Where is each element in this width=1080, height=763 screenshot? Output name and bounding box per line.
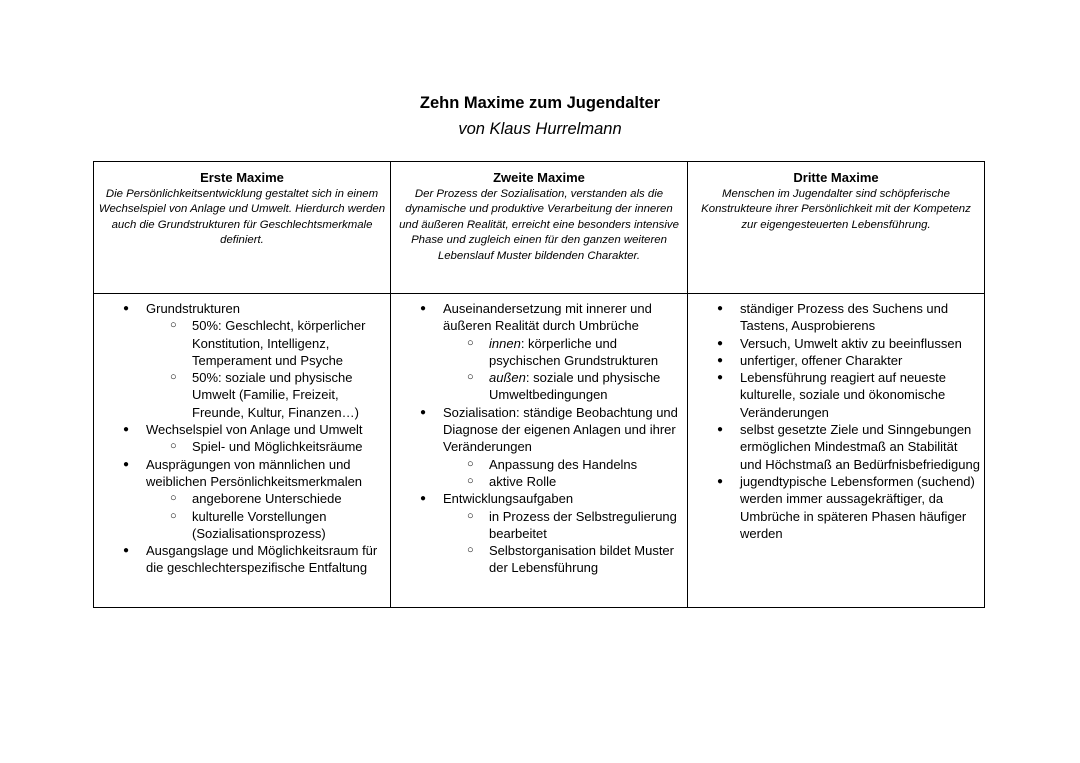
sub-list [443,508,683,577]
sub-list-item [146,369,386,421]
document-subtitle: von Klaus Hurrelmann [458,120,622,138]
bullet-icon: ● [420,303,427,314]
list-item-text: jugendtypische Lebensformen (suchend) werden immer aussagekräftiger, da Umbrüche in späteren Phasen häufiger werden [740,473,975,541]
list-item [94,300,390,421]
sub-list-item-emphasis: außen [489,370,526,386]
maxim-2-header [391,162,688,294]
sub-bullet-icon: ○ [467,544,474,557]
bullet-icon: ● [420,406,427,418]
maxim-3-list [688,300,984,542]
maxim-2-content [391,294,688,608]
sub-bullet-icon: ○ [170,371,177,384]
list-item [391,490,687,576]
sub-list-item-text: Spiel- und Möglichkeitsräume [192,439,363,455]
sub-bullet-icon: ○ [170,509,177,522]
list-item-text: Ausgangslage und Möglichkeitsraum für die geschlechterspezifische Entfaltung [146,543,378,576]
bullet-icon: ● [123,424,130,436]
sub-list [443,335,683,404]
sub-bullet-icon: ○ [170,319,177,332]
list-item [94,421,390,456]
header-row [94,162,985,294]
sub-list-item [443,508,683,543]
sub-list-item [443,473,683,490]
maxim-3-description: Menschen im Jugendalter sind schöpferische Konstrukteure ihrer Persönlichkeit mit der Kompetenz zur eigengesteuerten Lebensführung. [701,188,971,231]
content-row [94,294,985,608]
maxim-1-list [94,300,390,577]
sub-bullet-icon: ○ [467,457,474,470]
list-item-text: selbst gesetzte Ziele und Sinngebungen ermöglichen Mindestmaß an Stabilität und Höchstmaß an Bedürfnisbefriedigung [740,422,980,472]
sub-list-item [146,438,386,455]
bullet-icon: ● [123,458,130,470]
sub-bullet-icon: ○ [467,509,474,522]
list-item-text: ständiger Prozess des Suchens und Tastens, Ausprobierens [740,301,949,334]
bullet-icon: ● [717,337,724,349]
list-item [94,456,390,542]
bullet-icon: ● [123,545,130,557]
sub-list-item [443,369,683,404]
list-item-text: Sozialisation: ständige Beobachtung und Diagnose der eigenen Anlagen und ihrer Veränderungen [443,404,678,455]
maxim-3-header [688,162,985,294]
sub-bullet-icon: ○ [467,371,474,384]
bullet-icon: ● [717,372,724,384]
maxim-3-title: Dritte Maxime [793,170,879,185]
list-item [391,300,687,404]
maxim-1-description: Die Persönlichkeitsentwicklung gestaltet sich in einem Wechselspiel von Anlage und Umwelt. Hierdurch werden auch die Grundstrukturen für Geschlechtsmerkmale definiert. [98,188,386,247]
sub-list-item-text: angeborene Unterschiede [192,491,342,507]
sub-bullet-icon: ○ [170,492,177,505]
document-title: Zehn Maxime zum Jugendalter [419,94,661,112]
sub-list-item-text: Selbstorganisation bildet Muster der Lebensführung [489,543,674,576]
maxims-table [93,161,985,608]
list-item-text: Entwicklungsaufgaben [443,491,574,507]
sub-list-item [443,335,683,370]
sub-list-item [146,490,386,507]
list-item-text: Wechselspiel von Anlage und Umwelt [146,422,363,438]
sub-list-item-text: aktive Rolle [489,473,557,489]
sub-bullet-icon: ○ [467,474,474,487]
sub-list-item-text: : körperliche und psychischen Grundstrukturen [489,335,659,368]
sub-list-item-text: 50%: soziale und physische Umwelt (Familie, Freizeit, Freunde, Kultur, Finanzen…) [192,370,359,420]
list-item [688,300,984,335]
sub-list [443,456,683,491]
maxim-2-list [391,300,687,577]
list-item [94,542,390,577]
maxim-1-header [94,162,391,294]
bullet-icon: ● [420,493,427,505]
list-item-text: Grundstrukturen [146,301,240,316]
maxim-3-content [688,294,985,608]
list-item-text: Versuch, Umwelt aktiv zu beeinflussen [740,335,962,351]
sub-list [146,490,386,542]
list-item [688,335,984,352]
sub-list-item-text: kulturelle Vorstellungen (Sozialisationsprozess) [192,508,327,541]
sub-list-item-text: 50%: Geschlecht, körperlicher Konstitution, Intelligenz, Temperament und Psyche [192,318,366,368]
list-item-text: Lebensführung reagiert auf neueste kulturelle, soziale und ökonomische Veränderungen [740,370,946,420]
sub-bullet-icon: ○ [170,440,177,453]
sub-list [146,438,386,455]
list-item [688,352,984,369]
maxim-2-title: Zweite Maxime [493,170,585,185]
list-item-text: Ausprägungen von männlichen und weiblichen Persönlichkeitsmerkmalen [146,456,363,489]
sub-list-item [443,456,683,473]
bullet-icon: ● [717,354,724,366]
sub-list-item-text: Anpassung des Handelns [489,456,638,472]
sub-list-item [146,317,386,369]
list-item [688,473,984,542]
sub-list-item [443,542,683,577]
list-item [688,369,984,421]
maxim-1-content [94,294,391,608]
sub-list-item-text: : soziale und physische Umweltbedingungen [489,370,661,403]
maxim-1-title: Erste Maxime [200,170,284,185]
list-item-text: unfertiger, offener Charakter [740,352,903,368]
sub-list-item-emphasis: innen [489,335,521,351]
bullet-icon: ● [717,303,724,314]
list-item [391,404,687,490]
sub-list [146,317,386,421]
sub-list-item-text: in Prozess der Selbstregulierung bearbeitet [489,508,677,541]
maxim-2-description: Der Prozess der Sozialisation, verstanden als die dynamische und produktive Verarbeitung der inneren und äußeren Realität, erreicht eine besonders intensive Phase und zugleich einen für den ganzen weiteren Lebenslauf Muster bildenden Charakter. [399,188,679,262]
list-item-text: Auseinandersetzung mit innerer und äußeren Realität durch Umbrüche [443,301,652,334]
bullet-icon: ● [717,475,724,487]
list-item [688,421,984,473]
bullet-icon: ● [123,303,130,314]
sub-list-item [146,508,386,543]
bullet-icon: ● [717,424,724,436]
sub-bullet-icon: ○ [467,336,474,349]
